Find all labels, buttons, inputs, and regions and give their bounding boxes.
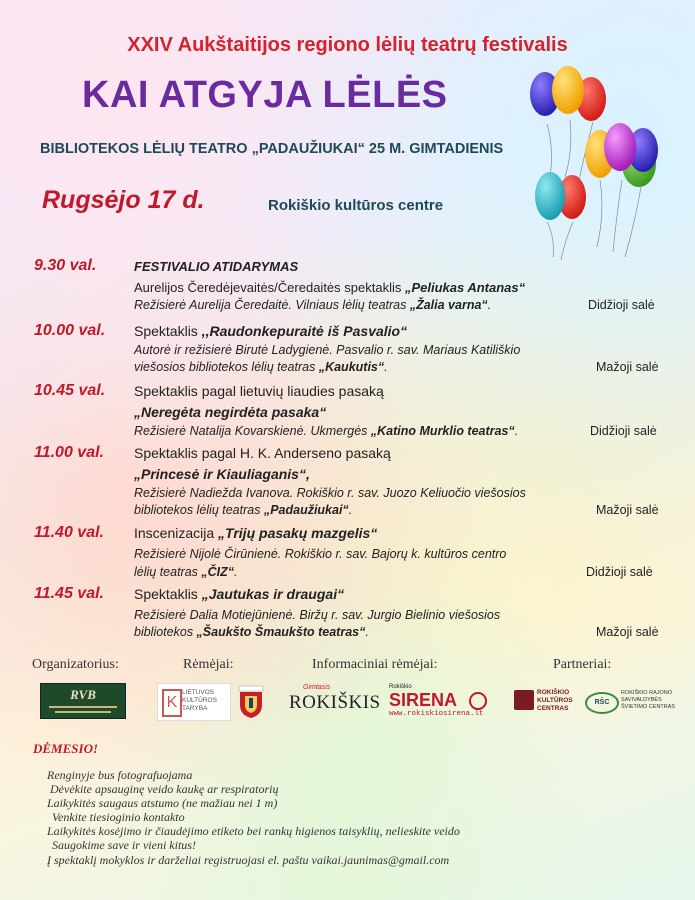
rokiskis-logo-text: ROKIŠKIS xyxy=(289,692,381,713)
line-text: . xyxy=(384,360,388,374)
program-time: 10.45 val. xyxy=(34,382,106,399)
ltk-logo: K LIETUVOS KULTŪROS TARYBA xyxy=(157,683,231,721)
program-line xyxy=(134,547,506,561)
line-title: „Padaužiukai“ xyxy=(263,503,349,517)
line-text: Aurelijos Čeredėjevaitės/Čeredaitės spektaklis xyxy=(134,280,405,295)
line-text: Autorė ir režisierė Birutė Ladygienė. Pasvalio r. sav. Mariaus Katiliškio xyxy=(134,343,521,357)
program-heading: Spektaklis pagal lietuvių liaudies pasaką xyxy=(134,383,384,399)
heading-text: Spektaklis xyxy=(134,586,202,602)
heading-title: „Trijų pasakų mazgelis“ xyxy=(218,525,378,541)
hall-label: Didžioji salė xyxy=(588,298,655,312)
subtitle: BIBLIOTEKOS LĖLIŲ TEATRO „PADAUŽIUKAI“ 25 M. GIMTADIENIS xyxy=(40,141,504,157)
attention-note: Venkite tiesioginio kontakto xyxy=(52,810,185,824)
attention-note: Į spektaklį mokyklos ir darželiai registruojasi el. paštu vaikai.jaunimas@gmail.com xyxy=(47,853,450,867)
hall-label: Mažoji salė xyxy=(596,503,659,517)
line-title: „Šaukšto Šmaukšto teatras“ xyxy=(196,625,366,639)
program-heading xyxy=(134,323,407,339)
program-line xyxy=(134,565,238,579)
program-line xyxy=(134,608,500,622)
program-line xyxy=(134,424,518,438)
heading-text: Inscenizacija xyxy=(134,525,219,541)
sirena-circle-icon xyxy=(469,692,487,710)
heading-text: Spektaklis xyxy=(134,323,202,339)
ltk-logo-text: LIETUVOS KULTŪROS TARYBA xyxy=(182,689,217,712)
program-line: „Princesė ir Kiauliaganis“, xyxy=(134,466,310,482)
program-time: 11.45 val. xyxy=(34,585,104,602)
program-heading: FESTIVALIO ATIDARYMAS xyxy=(134,259,299,274)
event-venue: Rokiškio kultūros centre xyxy=(268,197,444,214)
line-text: . xyxy=(348,503,353,517)
program-line xyxy=(134,486,526,500)
rsc-logo xyxy=(585,688,685,718)
rsc-logo-text: ROKIŠKIO RAJONO SAVIVALDYBĖS ŠVIETIMO CENTRAS xyxy=(621,690,676,710)
rkc-mask-icon xyxy=(514,690,534,710)
line-text: bibliotekos lėlių teatras xyxy=(134,503,264,517)
organizer-label: Organizatorius: xyxy=(32,657,119,672)
program-time: 10.00 val. xyxy=(34,322,106,339)
line-title: „ČIZ“ xyxy=(201,565,235,579)
program-line xyxy=(134,343,520,357)
line-title: „Žalia varna“ xyxy=(409,298,488,312)
heading-title: ,,Raudonkepuraitė iš Pasvalio“ xyxy=(201,323,408,339)
attention-note: Renginyje bus fotografuojama xyxy=(47,768,193,782)
line-text: . xyxy=(234,565,238,579)
program-line xyxy=(134,280,525,295)
program-heading xyxy=(134,586,344,602)
attention-title: DĖMESIO! xyxy=(33,741,99,756)
rokiskis-logo xyxy=(289,684,381,716)
line-text: Režisierė Nijolė Čirūnienė. Rokiškio r. sav. Bajorų k. kultūros centro xyxy=(134,547,507,561)
supporters-label: Rėmėjai: xyxy=(183,657,234,672)
event-date: Rugsėjo 17 d. xyxy=(42,186,205,214)
program-line: „Neregėta negirdėta pasaka“ xyxy=(134,404,327,420)
line-text: . xyxy=(487,298,492,312)
program-heading xyxy=(134,525,377,541)
attention-note: Laikykitės saugaus atstumo (ne mažiau nei 1 m) xyxy=(47,796,278,810)
partners-label: Partneriai: xyxy=(553,657,612,672)
rsc-mark: RŠC xyxy=(585,692,619,714)
attention-note: Dėvėkite apsauginę veido kaukę ar respiratorių xyxy=(50,782,279,796)
rkc-logo xyxy=(512,686,576,716)
main-title: KAI ATGYJA LĖLĖS xyxy=(82,74,448,116)
line-title: „Kaukutis“ xyxy=(318,360,385,374)
line-text: Režisierė Dalia Motiejūnienė. Biržų r. sav. Jurgio Bielinio viešosios xyxy=(134,608,501,622)
program-heading: Spektaklis pagal H. K. Anderseno pasaką xyxy=(134,445,391,461)
balloons-icon xyxy=(525,62,680,262)
line-text: Režisierė Aurelija Čeredaitė. Vilniaus lėlių teatras xyxy=(134,298,410,312)
info-supporters-label: Informaciniai rėmėjai: xyxy=(312,657,438,672)
program-line xyxy=(134,503,352,517)
attention-note: Laikykitės kosėjimo ir čiaudėjimo etiketo bei rankų higienos taisyklių, nelieskite veido xyxy=(47,824,460,838)
hall-label: Didžioji salė xyxy=(590,424,657,438)
rkc-logo-text: ROKIŠKIO KULTŪROS CENTRAS xyxy=(537,689,573,712)
hall-label: Mažoji salė xyxy=(596,360,659,374)
sirena-logo-small: Rokiškio xyxy=(389,684,412,690)
line-text: lėlių teatras xyxy=(134,565,202,579)
program-time: 9.30 val. xyxy=(34,257,97,274)
line-title: „Peliukas Antanas“ xyxy=(404,280,526,295)
hall-label: Mažoji salė xyxy=(596,625,659,639)
rvb-logo-text: RVB xyxy=(70,687,96,702)
line-text: Režisierė Natalija Kovarskienė. Ukmergės xyxy=(134,424,371,438)
festival-title: XXIV Aukštaitijos regiono lėlių teatrų festivalis xyxy=(127,34,568,56)
sirena-logo-text: SIRENA xyxy=(389,690,458,710)
rokiskis-logo-small: Gimtasis xyxy=(303,684,331,691)
program-line xyxy=(134,298,491,312)
program-time: 11.00 val. xyxy=(34,444,104,461)
line-text: viešosios bibliotekos lėlių teatras xyxy=(134,360,319,374)
line-text: . xyxy=(514,424,519,438)
hall-label: Didžioji salė xyxy=(586,565,653,579)
program-line xyxy=(134,625,369,639)
line-title: „Katino Murklio teatras“ xyxy=(370,424,515,438)
line-text: . xyxy=(365,625,369,639)
sirena-logo xyxy=(389,686,485,720)
program-line xyxy=(134,360,388,374)
program-time: 11.40 val. xyxy=(34,524,104,541)
coat-of-arms-icon xyxy=(237,683,265,719)
line-text: bibliotekos xyxy=(134,625,197,639)
rvb-logo xyxy=(40,683,126,719)
attention-note: Saugokime save ir vieni kitus! xyxy=(52,838,196,852)
heading-title: „Jautukas ir draugai“ xyxy=(201,586,345,602)
sirena-logo-url: www.rokiskiosirena.lt xyxy=(389,710,484,718)
line-text: Režisierė Nadiežda Ivanova. Rokiškio r. sav. Juozo Keliuočio viešosios xyxy=(134,486,526,500)
